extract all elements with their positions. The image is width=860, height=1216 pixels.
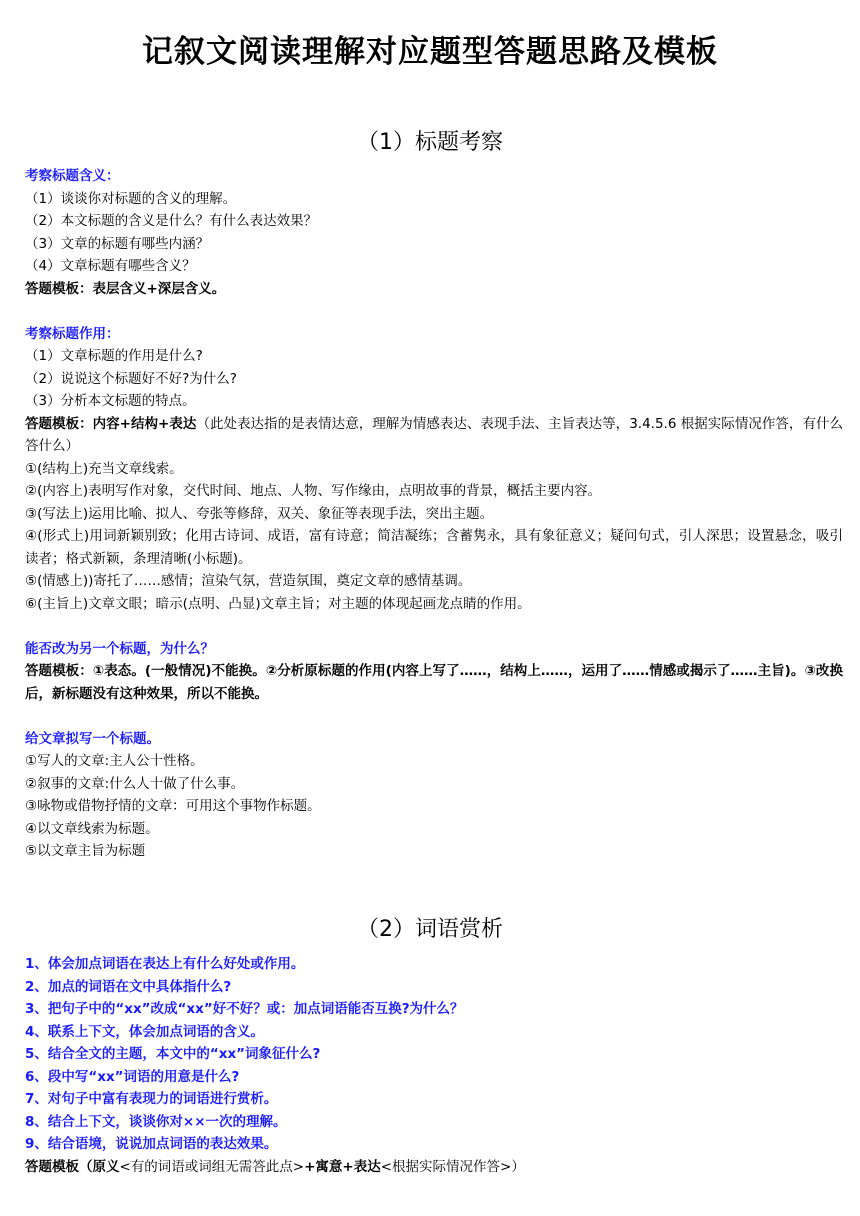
question-item: 1、体会加点词语在表达上有什么好处或作用。 [25,956,305,972]
question-item: 9、结合语境，说说加点词语的表达效果。 [25,1136,278,1152]
template-part: <根据实际情况作答> [380,1158,512,1175]
question-item: 3、把句子中的“xx”改成“xx”好不好？或：加点词语能否互换?为什么？ [25,1001,464,1017]
answer-template-function-note: （此处表达指的是表情达意，理解为情感表达、表现手法、主旨表达等，3.4.5.6 根据实际情况作答，有什么答什么） [25,415,843,454]
question-item: 2、加点的词语在文中具体指什么? [25,978,232,995]
list-item: ①写人的文章:主人公十性格。 [25,753,204,769]
list-item: （4）文章标题有哪些含义？ [25,258,196,274]
document-title: 记叙文阅读理解对应题型答题思路及模板 [142,34,718,70]
section-title-review-body [25,165,843,863]
list-item: ②(内容上)表明写作对象，交代时间、地点、人物、写作缘由，点明故事的背景，概括主要内容。 [25,483,602,499]
subheading-title-propose: 给文章拟写一个标题。 [25,730,160,747]
spacer [25,300,843,323]
answer-template-replace: 答题模板：①表态。(一般情况)不能换。②分析原标题的作用(内容上写了……，结构上……，运用了……情感或揭示了……主旨)。③改换后，新标题没有这种效果，所以不能换。 [25,663,843,702]
list-item: ⑥(主旨上)文章文眼；暗示(点明、凸显)文章主旨；对主题的体现起画龙点睛的作用。 [25,595,531,612]
list-item: ⑤以文章主旨为标题 [25,843,146,859]
answer-template-meaning: 答题模板：表层含义+深层含义。 [25,280,226,297]
question-item: 7、对句子中富有表现力的词语进行赏析。 [25,1091,278,1107]
question-item: 5、结合全文的主题，本文中的“xx”词象征什么? [25,1046,321,1062]
list-item: ③咏物或借物抒情的文章：可用这个事物作标题。 [25,798,321,814]
list-item: ④以文章线索为标题。 [25,820,159,837]
spacer [25,705,843,728]
spacer [25,615,843,638]
subheading-title-meaning: 考察标题含义： [25,168,120,184]
section-heading-word-appreciation: （2）词语赏析 [357,917,503,942]
list-item: ④(形式上)用词新颖别致；化用古诗词、成语，富有诗意；简洁凝练；含蓄隽永，具有象征意义；疑问句式，引人深思；设置悬念，吸引读者；格式新颖，条理清晰(小标题)。 [25,528,843,567]
answer-template-function-label: 答题模板：内容+结构+表达 [25,415,197,432]
template-part: <有的词语或词组无需答此点> [119,1158,305,1175]
answer-template-word [25,1156,843,1179]
list-item: ②叙事的文章:什么人十做了什么事。 [25,775,245,792]
list-item: （3）分析本文标题的特点。 [25,393,196,409]
list-item: （1）文章标题的作用是什么? [25,348,203,364]
subheading-title-function: 考察标题作用： [25,325,120,342]
list-item: （3）文章的标题有哪些内涵？ [25,235,210,252]
section-word-appreciation-body [25,953,843,1178]
subheading-title-replace: 能否改为另一个标题，为什么？ [25,640,214,657]
answer-template-function [25,413,843,458]
question-item: 8、结合上下文，谈谈你对××一次的理解。 [25,1113,287,1130]
list-item: （1）谈谈你对标题的含义的理解。 [25,190,237,207]
list-item: ③(写法上)运用比喻、拟人、夸张等修辞，双关、象征等表现手法，突出主题。 [25,505,494,522]
question-item: 6、段中写“xx”词语的用意是什么? [25,1068,240,1085]
template-part: 答题模板（原义 [25,1158,120,1175]
template-part: ） [511,1158,525,1175]
question-item: 4、联系上下文，体会加点词语的含义。 [25,1023,264,1040]
list-item: （2）说说这个标题好不好?为什么? [25,370,237,387]
list-item: ⑤(情感上))寄托了……感情；渲染气氛，营造氛围，奠定文章的感情基调。 [25,573,472,589]
list-item: （2）本文标题的含义是什么？有什么表达效果？ [25,213,318,229]
section-heading-title-review: （1）标题考察 [357,130,503,155]
list-item: ①(结构上)充当文章线索。 [25,460,183,477]
template-part: +寓意+表达 [304,1158,381,1175]
